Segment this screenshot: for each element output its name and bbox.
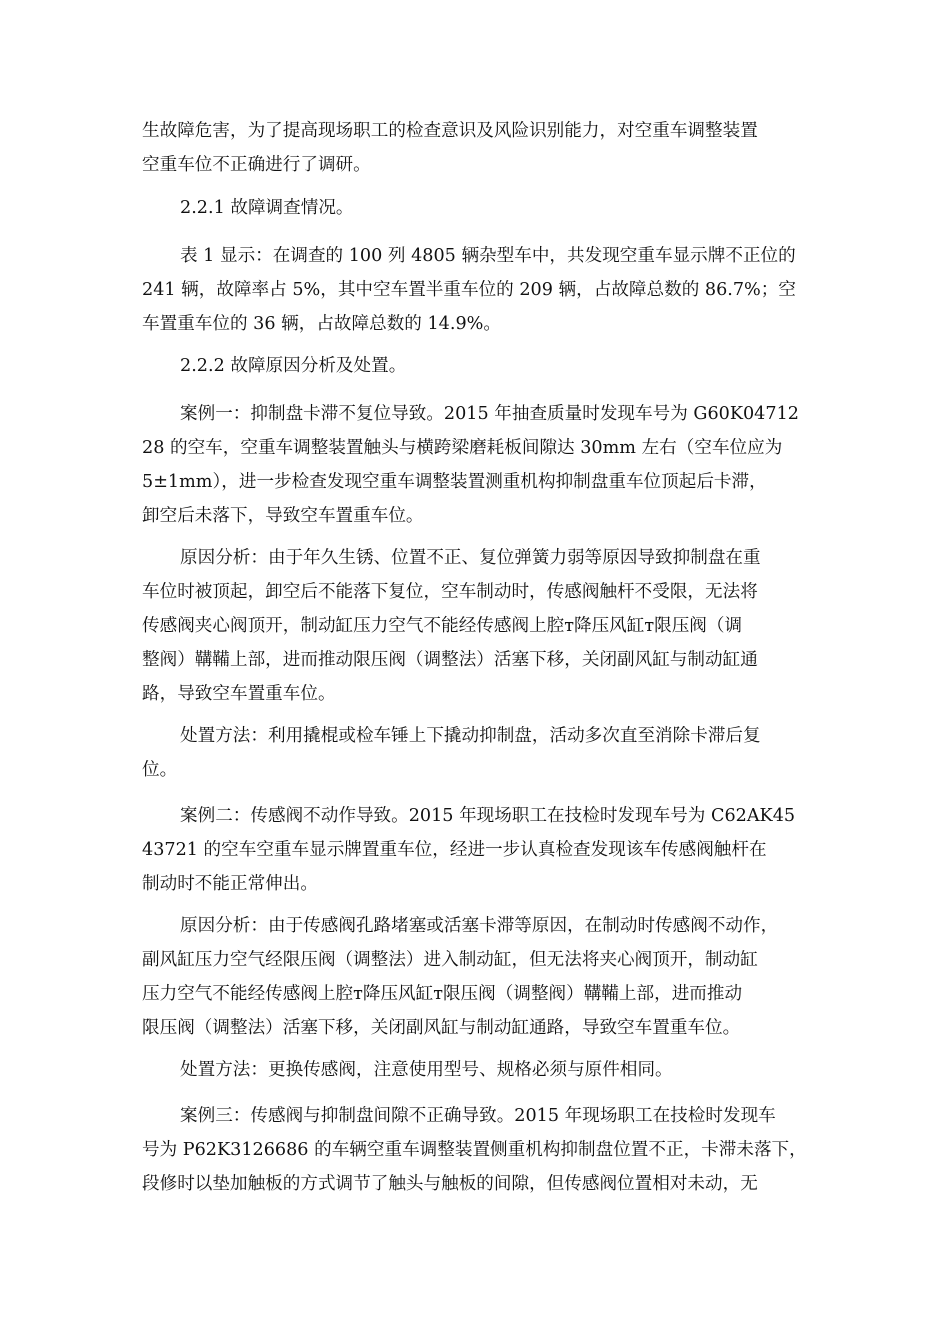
text-line: 2.2.2 故障原因分析及处置。 [180,356,407,376]
text-line: 案例三：传感阀与抑制盘间隙不正确导致。2015 年现场职工在技检时发现车 [180,1106,776,1126]
section-heading-2-2-1 [142,191,832,225]
paragraph-case-one-analysis [142,541,832,711]
text-line: 整阀）鞲鞴上部，进而推动限压阀（调整法）活塞下移，关闭副风缸与制动缸通 [142,650,758,670]
paragraph-case-one-treatment [142,719,832,787]
section-heading-2-2-2 [142,349,832,383]
paragraph-table1-summary [142,239,832,341]
text-line: 生故障危害，为了提高现场职工的检查意识及风险识别能力，对空重车调整装置 [142,121,758,141]
text-line: 处置方法：利用撬棍或检车锤上下撬动抑制盘，活动多次直至消除卡滞后复 [180,726,761,746]
paragraph-case-two-treatment [142,1053,832,1087]
text-line: 28 的空车，空重车调整装置触头与横跨梁磨耗板间隙达 30mm 左右（空车位应为 [142,438,783,458]
text-line: 案例二：传感阀不动作导致。2015 年现场职工在技检时发现车号为 C62AK45 [180,806,796,826]
text-line: 43721 的空车空重车显示牌置重车位，经进一步认真检查发现该车传感阀触杆在 [142,840,767,860]
text-line: 制动时不能正常伸出。 [142,874,318,894]
paragraph-case-two [142,799,832,901]
paragraph-case-one [142,397,832,533]
text-line: 车置重车位的 36 辆，占故障总数的 14.9%。 [142,314,501,334]
text-line: 位。 [142,760,178,780]
text-line: 案例一：抑制盘卡滞不复位导致。2015 年抽查质量时发现车号为 G60K04712 [180,404,799,424]
text-line: 段修时以垫加触板的方式调节了触头与触板的间隙，但传感阀位置相对未动，无 [142,1174,758,1194]
text-line: 压力空气不能经传感阀上腔ᴛ降压风缸ᴛ限压阀（调整阀）鞲鞴上部，进而推动 [142,984,743,1004]
text-line: 限压阀（调整法）活塞下移，关闭副风缸与制动缸通路，导致空车置重车位。 [142,1018,741,1038]
text-line: 原因分析：由于年久生锈、位置不正、复位弹簧力弱等原因导致抑制盘在重 [180,548,761,568]
text-line: 空重车位不正确进行了调研。 [142,155,371,175]
text-line: 号为 P62K3126686 的车辆空重车调整装置侧重机构抑制盘位置不正，卡滞未落下， [142,1140,807,1160]
text-line: 241 辆，故障率占 5%，其中空车置半重车位的 209 辆，占故障总数的 86.7%；空 [142,280,796,300]
text-line: 车位时被顶起，卸空后不能落下复位，空车制动时，传感阀触杆不受限，无法将 [142,582,758,602]
text-line: 副风缸压力空气经限压阀（调整法）进入制动缸，但无法将夹心阀顶开，制动缸 [142,950,758,970]
text-line: 原因分析：由于传感阀孔路堵塞或活塞卡滞等原因，在制动时传感阀不动作， [180,916,779,936]
text-line: 卸空后未落下，导致空车置重车位。 [142,506,424,526]
paragraph-intro-continued [142,114,832,182]
text-line: 5±1mm），进一步检查发现空重车调整装置测重机构抑制盘重车位顶起后卡滞， [142,472,767,492]
paragraph-case-three [142,1099,832,1201]
paragraph-case-two-analysis [142,909,832,1045]
text-line: 处置方法：更换传感阀，注意使用型号、规格必须与原件相同。 [180,1060,673,1080]
text-line: 2.2.1 故障调查情况。 [180,198,354,218]
text-line: 路，导致空车置重车位。 [142,684,336,704]
text-line: 传感阀夹心阀顶开，制动缸压力空气不能经传感阀上腔ᴛ降压风缸ᴛ限压阀（调 [142,616,743,636]
text-line: 表 1 显示：在调查的 100 列 4805 辆杂型车中，共发现空重车显示牌不正位的 [180,246,796,266]
